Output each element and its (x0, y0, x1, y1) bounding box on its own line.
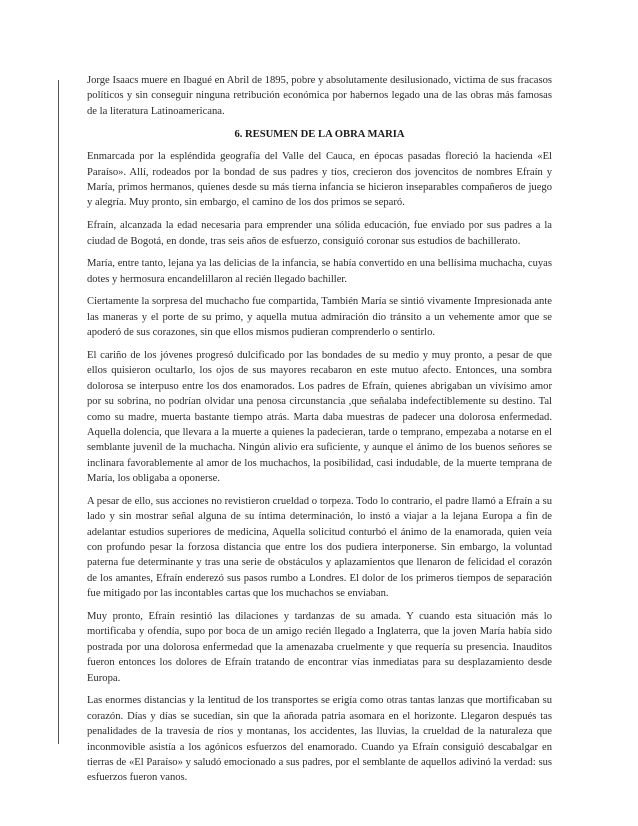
left-margin-rule (58, 80, 59, 744)
paragraph-7: Muy pronto, Efraín resintió las dilaciones y tardanzas de su amada. Y cuando esta situación más lo mortificaba y ofendía, supo por boca de un amigo recién llegado a Inglaterra, que la joven María había sido postrada por una dolorosa enfermedad que la amenazaba cruelmente y que requería su presencia. Inauditos fueron entonces los dolores de Efraín tratando de encontrar vías inmediatas para su desplazamiento desde Europa. (87, 610, 552, 684)
intro-paragraph: Jorge Isaacs muere en Ibagué en Abril de 1895, pobre y absolutamente desilusionado, victima de sus fracasos políticos y sin conseguir ninguna retribución económica por habernos legado una de las obras más famosas de la literatura Latinoamericana. (87, 75, 552, 117)
paragraph-3: María, entre tanto, lejana ya las delicias de la infancia, se había convertido en una bellísima muchacha, cuyas dotes y hermosura encandelillaron al recién llegado bachiller. (87, 258, 552, 285)
document-body (87, 73, 552, 793)
paragraph-1: Enmarcada por la espléndida geografía del Valle del Cauca, en épocas pasadas floreció la hacienda «El Paraíso». Allí, rodeados por la bondad de sus padres y tíos, crecieron dos jovencitos de nombres Efraín y María, primos hermanos, quienes desde su más tierna infancia se hicieron inseparables compañeros de juego y alegría. Muy pronto, sin embargo, el camino de los dos primos se separó. (87, 151, 552, 209)
paragraph-6: A pesar de ello, sus acciones no revistieron crueldad o torpeza. Todo lo contrario, el padre llamó a Efraín a su lado y sin mostrar señal alguna de su íntima determinación, lo instó a viajar a la lejana Europa a fin de adelantar estudios superiores de medicina, Aquella solicitud conturbó el ánimo de la enamorada, quien veía con profundo pesar la forzosa distancia que entre los dos pudiera interponerse. Sin embargo, la voluntad paterna fue determinante y tras una serie de obstáculos y aplazamientos que llenaron de felicidad el corazón de los amantes, Efraín enderezó sus pasos rumbo a Londres. El dolor de los primeros tiempos de separación fue mitigado por las incontables cartas que los muchachos se enviaban. (87, 495, 552, 600)
paragraph-5: El cariño de los jóvenes progresó dulcificado por las bondades de su medio y muy pronto, a pesar de que ellos quisieron ocultarlo, los ojos de sus mayores recabaron en este mutuo afecto. Entonces, una sombra dolorosa se interpuso entre los dos enamorados. Los padres de Efraín, quienes abrigaban un vivísimo amor por su sobrina, no podrían olvidar una penosa circunstancia ,que señalaba indefectiblemente su destino. Tal como su madre, muerta bastante tiempo atrás. Marta daba muestras de padecer una dolorosa enfermedad. Aquella dolencia, que llevara a la muerte a quienes la padecieran, tarde o temprano, empezaba a notarse en el semblante juvenil de la muchacha. Ningún alivio era suficiente, y aunque el ánimo de los buenos señores se inclinara favorablemente al amor de los muchachos, la posibilidad, casi indudable, de la muerte temprana de María, los obligaba a oponerse. (87, 349, 552, 485)
paragraph-8: Las enormes distancias y la lentitud de los transportes se erigía como otras tantas lanzas que mortificaban su corazón. Días y días se sucedían, sin que la añorada patria asomara en el horizonte. Llegaron después tas penalidades de la travesía de ríos y montanas, los accidentes, las lluvias, la crueldad de la naturaleza que inconmovible asistía a los agónicos esfuerzos del enamorado. Cuando ya Efraín consiguió descabalgar en tierras de «El Paraíso» y saludó emocionado a sus padres, por el semblante de aquellos adivinó la verdad: sus esfuerzos fueron vanos. (87, 695, 552, 784)
section-title: 6. RESUMEN DE LA OBRA MARIA (234, 128, 405, 140)
paragraph-4: Ciertamente la sorpresa del muchacho fue compartida, También María se sintió vivamente Impresionada ante las maneras y el porte de su primo, y aquella mutua admiración dio tránsito a un vehemente amor que se apoderó de sus corazones, sin que ellos mismos pudieran comprenderlo o sentirlo. (87, 296, 552, 339)
paragraph-2: Efraín, alcanzada la edad necesaria para emprender una sólida educación, fue enviado por sus padres a la ciudad de Bogotá, en donde, tras seis años de esfuerzo, consiguió coronar sus estudios de bachillerato. (87, 220, 552, 247)
